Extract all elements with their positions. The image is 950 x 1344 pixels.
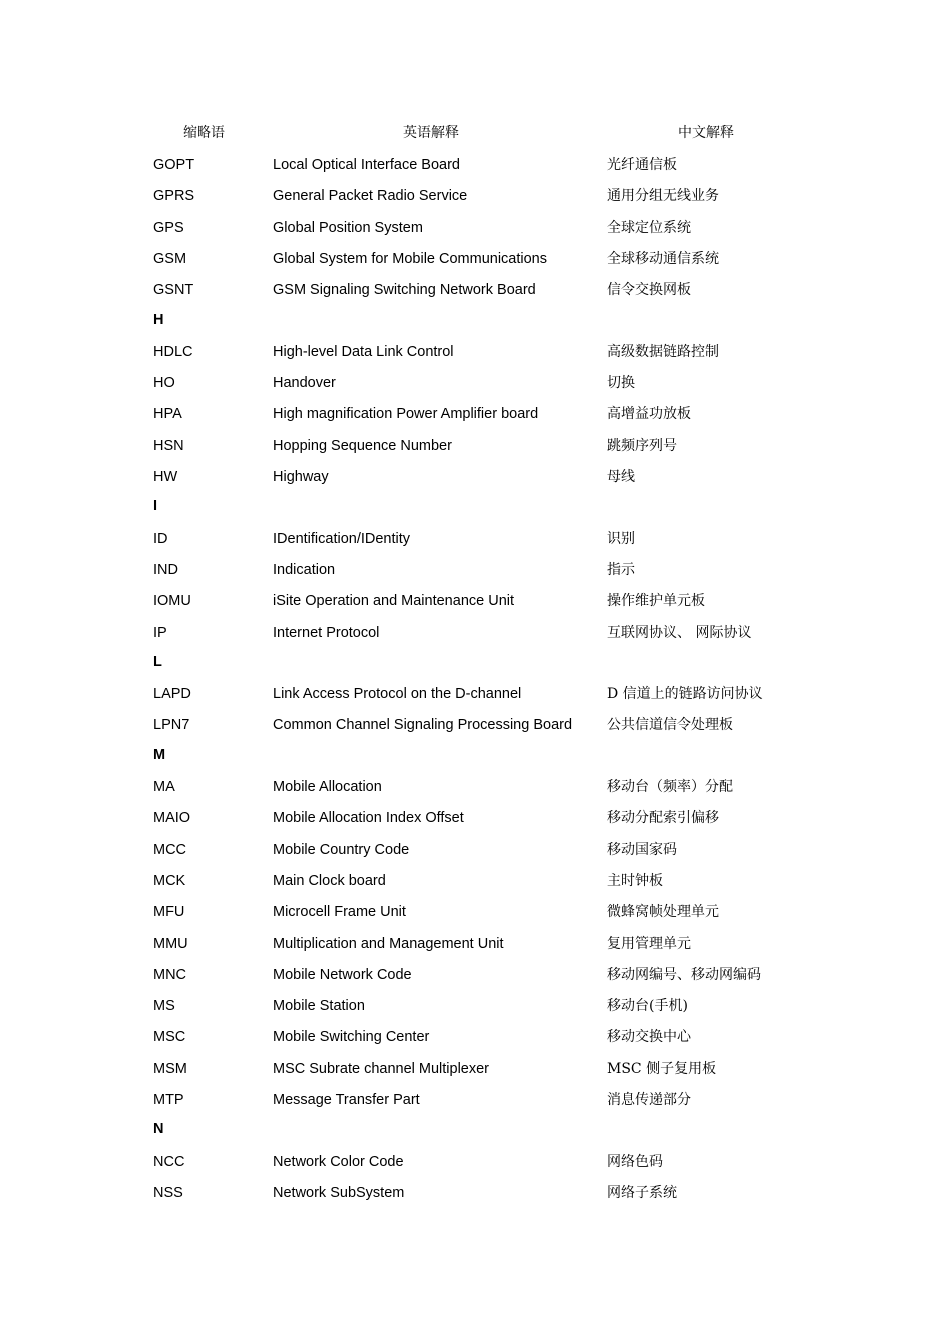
english-cell: Multiplication and Management Unit [273, 935, 504, 952]
section-letter: N [153, 1121, 164, 1138]
chinese-cell: 全球定位系统 [607, 219, 691, 236]
english-cell: Mobile Station [273, 998, 365, 1015]
header-english: 英语解释 [403, 125, 459, 141]
table-row [0, 1182, 950, 1204]
abbreviation-cell: MA [153, 779, 175, 795]
english-cell: Mobile Allocation Index Offset [273, 810, 464, 827]
chinese-cell: 主时钟板 [607, 872, 663, 889]
abbreviation-cell: HDLC [153, 343, 193, 360]
chinese-cell: 识别 [607, 530, 635, 547]
english-cell: General Packet Radio Service [273, 188, 468, 205]
english-cell: Main Clock board [273, 872, 386, 889]
abbreviation-cell: LPN7 [153, 717, 190, 734]
chinese-cell: 全球移动通信系统 [607, 250, 719, 267]
english-cell: Internet Protocol [273, 624, 380, 641]
abbreviation-cell: MSM [153, 1060, 187, 1077]
chinese-cell: 微蜂窝帧处理单元 [607, 904, 719, 921]
table-row [0, 435, 950, 457]
chinese-cell: 信令交换网板 [607, 282, 691, 299]
chinese-cell: 复用管理单元 [607, 935, 691, 952]
table-row [0, 154, 950, 176]
abbreviation-cell: HO [153, 375, 175, 392]
table-row [0, 839, 950, 861]
english-cell: Global System for Mobile Communications [273, 250, 547, 267]
abbreviation-cell: MNC [153, 966, 187, 983]
abbreviation-cell: MCC [153, 841, 187, 858]
english-cell: High-level Data Link Control [273, 343, 454, 360]
table-row [0, 341, 950, 363]
section-letter: I [153, 498, 158, 515]
chinese-cell: 移动交换中心 [607, 1029, 691, 1046]
table-row [0, 403, 950, 425]
table-row [0, 995, 950, 1017]
section-letter: M [153, 746, 166, 763]
table-row [0, 372, 950, 394]
english-cell: Network Color Code [273, 1153, 404, 1170]
abbreviation-cell: GPS [153, 219, 184, 236]
chinese-cell: 跳频序列号 [607, 437, 677, 454]
chinese-cell: 网络色码 [607, 1153, 663, 1170]
table-row [0, 217, 950, 239]
abbreviation-cell: IP [153, 624, 167, 641]
table-row [0, 1089, 950, 1111]
english-cell: Mobile Allocation [273, 779, 382, 795]
chinese-cell: 公共信道信令处理板 [607, 717, 733, 734]
chinese-cell: 移动网编号、移动网编码 [607, 966, 761, 983]
chinese-cell: 移动台（频率）分配 [607, 779, 733, 795]
english-cell: Mobile Switching Center [273, 1029, 430, 1046]
chinese-cell: 指示 [607, 561, 635, 578]
table-row [0, 807, 950, 829]
abbreviation-cell: MTP [153, 1092, 184, 1108]
english-cell: Network SubSystem [273, 1184, 405, 1201]
abbreviation-cell: NSS [153, 1184, 183, 1201]
abbreviation-cell: MCK [153, 872, 186, 889]
abbreviation-cell: IOMU [153, 593, 191, 610]
table-row [0, 1151, 950, 1173]
abbreviation-cell: GPRS [153, 188, 195, 205]
table-header [0, 122, 950, 144]
table-row [0, 714, 950, 736]
chinese-cell: 移动台(手机) [607, 998, 688, 1015]
table-row [0, 622, 950, 644]
english-cell: Hopping Sequence Number [273, 437, 452, 454]
chinese-cell: 移动分配索引偏移 [607, 810, 719, 827]
english-cell: Mobile Network Code [273, 966, 412, 983]
chinese-cell: 光纤通信板 [607, 157, 677, 173]
english-cell: IDentification/IDentity [273, 530, 411, 547]
english-cell: Handover [273, 375, 336, 392]
abbreviation-cell: GSM [153, 250, 187, 267]
abbreviation-cell: HPA [153, 406, 182, 423]
abbreviation-cell: LAPD [153, 686, 191, 703]
english-cell: High magnification Power Amplifier board [273, 406, 539, 423]
abbreviation-cell: NCC [153, 1153, 185, 1170]
abbreviation-cell: GOPT [153, 157, 195, 173]
english-cell: Mobile Country Code [273, 841, 410, 858]
english-cell: iSite Operation and Maintenance Unit [273, 593, 515, 610]
chinese-cell: 操作维护单元板 [607, 593, 705, 610]
table-row [0, 964, 950, 986]
table-row [0, 1058, 950, 1080]
table-row [0, 185, 950, 207]
chinese-cell: 高级数据链路控制 [607, 343, 719, 360]
english-cell: Message Transfer Part [273, 1092, 420, 1108]
abbreviation-cell: MSC [153, 1029, 186, 1046]
chinese-cell: 网络子系统 [607, 1184, 677, 1201]
table-row [0, 248, 950, 270]
chinese-cell: MSC 侧子复用板 [607, 1060, 717, 1077]
table-row [0, 870, 950, 892]
chinese-cell: D 信道上的链路访问协议 [607, 686, 763, 703]
chinese-cell: 互联网协议、 网际协议 [607, 624, 752, 641]
header-abbreviation: 缩略语 [183, 125, 225, 141]
english-cell: Common Channel Signaling Processing Board [273, 717, 573, 734]
table-row [0, 279, 950, 301]
header-chinese: 中文解释 [678, 125, 734, 141]
table-row [0, 776, 950, 798]
english-cell: Local Optical Interface Board [273, 157, 460, 173]
section-letter: H [153, 311, 164, 328]
table-row [0, 901, 950, 923]
english-cell: Microcell Frame Unit [273, 904, 406, 921]
abbreviation-cell: MFU [153, 904, 185, 921]
english-cell: GSM Signaling Switching Network Board [273, 282, 536, 299]
chinese-cell: 移动国家码 [607, 841, 677, 858]
abbreviation-cell: GSNT [153, 282, 194, 299]
table-row [0, 559, 950, 581]
english-cell: Global Position System [273, 219, 423, 236]
english-cell: Link Access Protocol on the D-channel [273, 686, 522, 703]
english-cell: Highway [273, 469, 329, 485]
chinese-cell: 通用分组无线业务 [607, 188, 719, 205]
table-row [0, 590, 950, 612]
abbreviation-cell: MMU [153, 935, 188, 952]
table-row [0, 466, 950, 488]
abbreviation-cell: HW [153, 469, 178, 485]
abbreviation-cell: IND [153, 561, 178, 578]
chinese-cell: 母线 [607, 469, 635, 485]
abbreviation-cell: MS [153, 998, 175, 1015]
chinese-cell: 切换 [607, 375, 635, 392]
chinese-cell: 消息传递部分 [607, 1092, 691, 1108]
table-row [0, 528, 950, 550]
abbreviation-cell: HSN [153, 437, 184, 454]
table-row [0, 933, 950, 955]
english-cell: MSC Subrate channel Multiplexer [273, 1060, 489, 1077]
table-row [0, 683, 950, 705]
table-row [0, 1026, 950, 1048]
abbreviation-cell: MAIO [153, 810, 191, 827]
english-cell: Indication [273, 561, 336, 578]
chinese-cell: 高增益功放板 [607, 406, 691, 423]
abbreviation-cell: ID [153, 530, 168, 547]
section-letter: L [153, 653, 162, 670]
